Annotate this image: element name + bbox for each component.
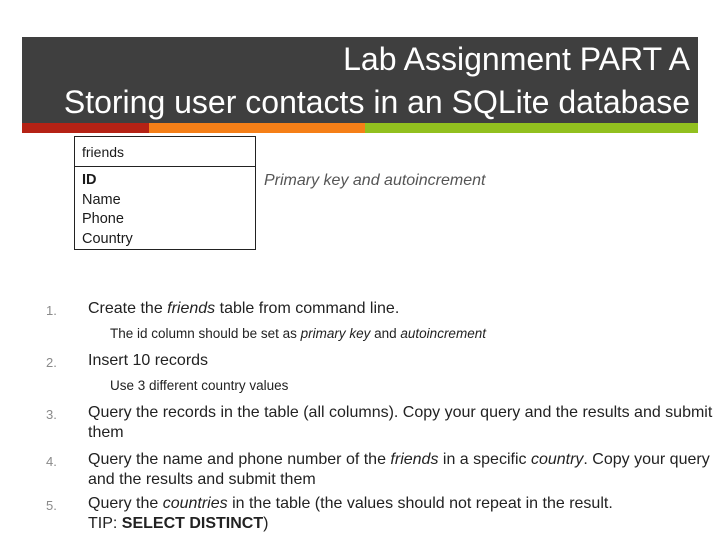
step-text: in the table (the values should not repeat in the result.: [227, 495, 613, 512]
accent-bar-orange: [149, 123, 365, 133]
table-name: friends: [75, 137, 255, 167]
title-band: [22, 37, 698, 123]
step-emphasis: friends: [167, 300, 216, 317]
step-text: Query the records in the table (all columns). Copy your query and the results and submit them: [88, 404, 713, 441]
step-emphasis: country: [530, 451, 584, 468]
table-columns: [75, 167, 255, 249]
step-1-note: [110, 325, 486, 343]
step-emphasis: countries: [162, 495, 228, 512]
step-emphasis: friends: [390, 451, 439, 468]
slide-title-line2: Storing user contacts in an SQLite database: [63, 84, 690, 120]
step-1: [46, 299, 714, 319]
step-2: [46, 351, 714, 371]
step-text: Query the name and phone number of the: [88, 451, 391, 468]
step-text: Insert 10 records: [88, 352, 209, 369]
step-number: 5.: [46, 498, 57, 513]
primary-key-note: Primary key and autoincrement: [264, 172, 486, 189]
column-name: Name: [82, 191, 121, 208]
note-text: The id column should be set as: [110, 326, 301, 341]
step-text: . Copy your query and the results and submit them: [88, 451, 710, 488]
step-number: 4.: [46, 454, 57, 469]
note-text: and: [370, 326, 401, 341]
column-id: ID: [82, 172, 97, 188]
step-number: 2.: [46, 355, 57, 370]
accent-bar-green: [365, 123, 698, 133]
step-number: 1.: [46, 303, 57, 318]
step-4: [46, 450, 714, 490]
friends-table-diagram: [74, 136, 256, 250]
step-text: in a specific: [438, 451, 531, 468]
step-2-note: Use 3 different country values: [110, 378, 289, 393]
step-number: 3.: [46, 407, 57, 422]
column-phone: Phone: [82, 211, 124, 227]
step-5: [46, 494, 714, 534]
note-emphasis: autoincrement: [400, 326, 486, 341]
column-country: Country: [82, 230, 133, 247]
note-emphasis: primary key: [300, 326, 371, 341]
step-text: table from command line.: [215, 300, 400, 317]
step-text: Query the: [88, 495, 163, 512]
step-3: [46, 403, 714, 443]
tip-code: SELECT DISTINCT: [121, 515, 264, 532]
tip-label: TIP:: [88, 515, 122, 532]
step-text: Create the: [88, 300, 168, 317]
slide-title-line1: Lab Assignment PART A: [343, 41, 690, 77]
tip-close: ): [263, 515, 269, 532]
accent-bar-red: [22, 123, 149, 133]
